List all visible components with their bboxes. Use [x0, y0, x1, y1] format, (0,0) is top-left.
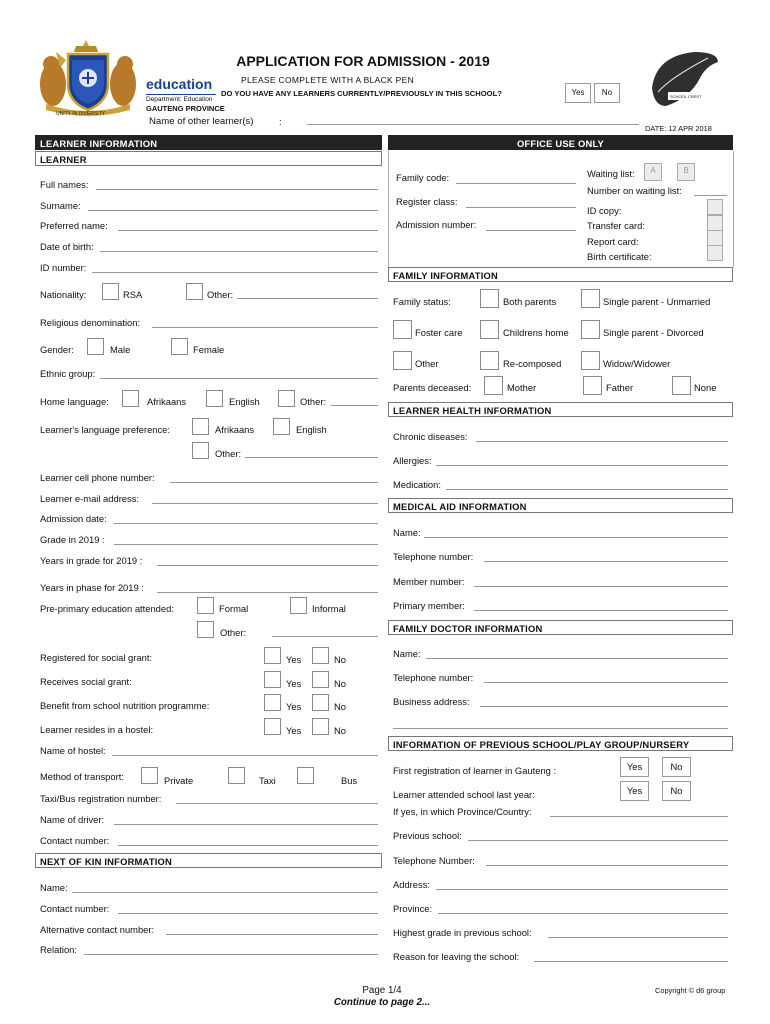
health-info-header: LEARNER HEALTH INFORMATION [388, 402, 733, 417]
pref-english-checkbox[interactable] [273, 418, 290, 435]
gender-label: Gender: [40, 344, 74, 355]
preferred-name-field[interactable] [118, 230, 378, 231]
prev-school-field[interactable] [468, 840, 728, 841]
home-afrikaans-label: Afrikaans [147, 396, 187, 407]
learner-info-header: LEARNER INFORMATION [35, 135, 382, 150]
ethnic-group-label: Ethnic group: [40, 368, 96, 379]
kin-alt-field[interactable] [166, 934, 378, 935]
receives-yes-checkbox[interactable] [264, 671, 281, 688]
hostel-no-label: No [334, 725, 346, 736]
doctor-name-field[interactable] [426, 658, 728, 659]
kin-relation-field[interactable] [84, 954, 378, 955]
formal-label: Formal [219, 603, 249, 614]
hostel-yes-checkbox[interactable] [264, 718, 281, 735]
hostel-name-label: Name of hostel: [40, 745, 106, 756]
receives-no-label: No [334, 678, 346, 689]
reg-number-field[interactable] [176, 803, 378, 804]
admission-number-field[interactable] [486, 230, 576, 231]
nutrition-no-label: No [334, 701, 346, 712]
transport-label: Method of transport: [40, 771, 124, 782]
first-reg-no-box[interactable]: No [662, 757, 691, 777]
sibling-question: DO YOU HAVE ANY LEARNERS CURRENTLY/PREVIOUSLY IN THIS SCHOOL? [221, 89, 502, 98]
pref-language-label: Learner's language preference: [40, 424, 171, 435]
pref-other-checkbox[interactable] [192, 442, 209, 459]
transfer-card-checkbox[interactable] [707, 215, 723, 231]
kin-contact-label: Contact number: [40, 903, 110, 914]
informal-label: Informal [312, 603, 346, 614]
religion-field[interactable] [152, 327, 378, 328]
form-title: APPLICATION FOR ADMISSION - 2019 [236, 53, 490, 69]
register-class-label: Register class: [396, 196, 458, 207]
recomposed-label: Re-composed [503, 358, 562, 369]
pref-afrikaans-checkbox[interactable] [192, 418, 209, 435]
badge-caption: SCHOOL CREST [670, 94, 702, 99]
family-status-label: Family status: [393, 296, 451, 307]
grade-field[interactable] [114, 544, 378, 545]
deceased-mother-checkbox[interactable] [484, 376, 503, 395]
home-other-checkbox[interactable] [278, 390, 295, 407]
brand-department: Department: Education [146, 96, 213, 103]
medical-aid-header: MEDICAL AID INFORMATION [388, 498, 733, 513]
female-label: Female [193, 344, 225, 355]
ethnic-group-field[interactable] [100, 378, 378, 379]
widow-label: Widow/Widower [603, 358, 671, 369]
report-card-checkbox[interactable] [707, 230, 723, 246]
nationality-other-checkbox[interactable] [186, 283, 203, 300]
rsa-label: RSA [123, 289, 143, 300]
single-unmarried-label: Single parent - Unmarried [603, 296, 711, 307]
province-country-field[interactable] [550, 816, 728, 817]
allergies-label: Allergies: [393, 455, 432, 466]
num-waiting-label: Number on waiting list: [587, 185, 682, 196]
childrens-home-checkbox[interactable] [480, 320, 499, 339]
doctor-tel-field[interactable] [484, 682, 728, 683]
nationality-other-label: Other: [207, 289, 234, 300]
highest-grade-label: Highest grade in previous school: [393, 927, 532, 938]
waiting-b-box[interactable]: B [677, 163, 695, 181]
home-afrikaans-checkbox[interactable] [122, 390, 139, 407]
member-number-label: Member number: [393, 576, 465, 587]
report-card-label: Report card: [587, 236, 639, 247]
single-divorced-label: Single parent - Divorced [603, 327, 704, 338]
cell-field[interactable] [170, 482, 378, 483]
business-address-label: Business address: [393, 696, 470, 707]
private-label: Private [164, 775, 194, 786]
childrens-home-label: Childrens home [503, 327, 569, 338]
kin-relation-label: Relation: [40, 944, 78, 955]
widow-checkbox[interactable] [581, 351, 600, 370]
full-names-field[interactable] [96, 189, 378, 190]
kin-contact-field[interactable] [118, 913, 378, 914]
years-phase-field[interactable] [157, 592, 378, 593]
years-grade-label: Years in grade for 2019 : [40, 555, 143, 566]
email-label: Learner e-mail address: [40, 493, 140, 504]
grade-label: Grade in 2019 : [40, 534, 105, 545]
next-of-kin-header: NEXT OF KIN INFORMATION [35, 853, 382, 868]
home-other-field[interactable] [331, 405, 378, 406]
waiting-a-box[interactable]: A [644, 163, 662, 181]
preferred-name-label: Preferred name: [40, 220, 108, 231]
id-number-field[interactable] [92, 272, 378, 273]
doctor-tel-label: Telephone number: [393, 672, 474, 683]
family-other-checkbox[interactable] [393, 351, 412, 370]
both-parents-checkbox[interactable] [480, 289, 499, 308]
social-no-checkbox[interactable] [312, 647, 329, 664]
cell-label: Learner cell phone number: [40, 472, 155, 483]
preprimary-informal-checkbox[interactable] [290, 597, 307, 614]
chronic-label: Chronic diseases: [393, 431, 468, 442]
prev-school-label: Previous school: [393, 830, 462, 841]
register-class-field[interactable] [466, 207, 576, 208]
continue-note: Continue to page 2... [333, 997, 431, 1008]
transport-taxi-checkbox[interactable] [228, 767, 245, 784]
receives-no-checkbox[interactable] [312, 671, 329, 688]
deceased-none-checkbox[interactable] [672, 376, 691, 395]
first-registration-label: First registration of learner in Gauteng : [393, 765, 557, 776]
home-english-label: English [229, 396, 260, 407]
num-waiting-field[interactable] [694, 195, 727, 196]
brand-name: education [146, 76, 213, 92]
pref-afrikaans-label: Afrikaans [215, 424, 255, 435]
transfer-card-label: Transfer card: [587, 220, 646, 231]
religion-label: Religious denomination: [40, 317, 141, 328]
family-code-label: Family code: [396, 172, 450, 183]
preprimary-other-field[interactable] [272, 636, 378, 637]
social-yes-checkbox[interactable] [264, 647, 281, 664]
pen-instruction: PLEASE COMPLETE WITH A BLACK PEN [241, 75, 415, 85]
kin-alt-label: Alternative contact number: [40, 924, 155, 935]
prev-address-field[interactable] [436, 889, 728, 890]
id-copy-checkbox[interactable] [707, 199, 723, 215]
province-country-label: If yes, in which Province/Country: [393, 806, 532, 817]
id-number-label: ID number: [40, 262, 87, 273]
parents-deceased-label: Parents deceased: [393, 382, 472, 393]
dob-label: Date of birth: [40, 241, 94, 252]
school-badge-logo [646, 48, 722, 112]
gender-male-checkbox[interactable] [87, 338, 104, 355]
other-learner-colon: : [279, 116, 282, 127]
transport-bus-checkbox[interactable] [297, 767, 314, 784]
leaving-reason-field[interactable] [534, 961, 728, 962]
medical-tel-label: Telephone number: [393, 551, 474, 562]
waiting-list-label: Waiting list: [587, 168, 635, 179]
admission-date-label: Admission date: [40, 513, 107, 524]
pref-other-field[interactable] [245, 457, 378, 458]
kin-name-label: Name: [40, 882, 68, 893]
kin-name-field[interactable] [72, 892, 378, 893]
single-unmarried-checkbox[interactable] [581, 289, 600, 308]
medication-label: Medication: [393, 479, 441, 490]
leaving-reason-label: Reason for leaving the school: [393, 951, 520, 962]
single-divorced-checkbox[interactable] [581, 320, 600, 339]
social-yes-label: Yes [286, 654, 302, 665]
admission-date-field[interactable] [114, 523, 378, 524]
deceased-father-checkbox[interactable] [583, 376, 602, 395]
contact-number-field[interactable] [118, 845, 378, 846]
sibling-yes-box[interactable]: Yes [565, 83, 591, 103]
full-names-label: Full names: [40, 179, 89, 190]
business-address-field[interactable] [480, 706, 728, 707]
gauteng-crest-logo [36, 38, 140, 122]
attended-yes-box[interactable]: Yes [620, 781, 649, 801]
driver-label: Name of driver: [40, 814, 105, 825]
surname-field[interactable] [88, 210, 378, 211]
hostel-yes-label: Yes [286, 725, 302, 736]
nutrition-no-checkbox[interactable] [312, 694, 329, 711]
prev-province-field[interactable] [438, 913, 728, 914]
office-use-right-border [733, 151, 734, 267]
nationality-rsa-checkbox[interactable] [102, 283, 119, 300]
years-phase-label: Years in phase for 2019 : [40, 582, 144, 593]
medical-name-label: Name: [393, 527, 421, 538]
male-label: Male [110, 344, 131, 355]
transport-private-checkbox[interactable] [141, 767, 158, 784]
family-code-field[interactable] [456, 183, 576, 184]
mother-label: Mother [507, 382, 537, 393]
medical-name-field[interactable] [424, 537, 728, 538]
social-no-label: No [334, 654, 346, 665]
nationality-other-field[interactable] [237, 298, 378, 299]
gender-female-checkbox[interactable] [171, 338, 188, 355]
recomposed-checkbox[interactable] [480, 351, 499, 370]
id-copy-label: ID copy: [587, 205, 622, 216]
nationality-label: Nationality: [40, 289, 87, 300]
prev-address-label: Address: [393, 879, 430, 890]
preprimary-other-label: Other: [220, 627, 247, 638]
none-label: None [694, 382, 717, 393]
preprimary-formal-checkbox[interactable] [197, 597, 214, 614]
previous-school-header: INFORMATION OF PREVIOUS SCHOOL/PLAY GROUP/NURSERY [388, 736, 733, 751]
hostel-name-field[interactable] [112, 755, 378, 756]
home-english-checkbox[interactable] [206, 390, 223, 407]
office-use-header: OFFICE USE ONLY [388, 135, 733, 150]
surname-label: Surname: [40, 200, 81, 211]
first-reg-yes-box[interactable]: Yes [620, 757, 649, 777]
family-doctor-header: FAMILY DOCTOR INFORMATION [388, 620, 733, 635]
family-other-label: Other [415, 358, 439, 369]
office-use-left-border [388, 151, 389, 267]
page-number: Page 1/4 [362, 985, 402, 996]
father-label: Father [606, 382, 634, 393]
home-language-label: Home language: [40, 396, 109, 407]
form-date: DATE: 12 APR 2018 [645, 124, 712, 133]
contact-number-label: Contact number: [40, 835, 110, 846]
bus-label: Bus [341, 775, 358, 786]
both-parents-label: Both parents [503, 296, 557, 307]
email-field[interactable] [152, 503, 378, 504]
taxi-label: Taxi [259, 775, 276, 786]
nutrition-yes-label: Yes [286, 701, 302, 712]
years-grade-field[interactable] [157, 565, 378, 566]
reg-number-label: Taxi/Bus registration number: [40, 793, 162, 804]
brand-province: GAUTENG PROVINCE [146, 104, 225, 113]
hostel-no-checkbox[interactable] [312, 718, 329, 735]
receives-yes-label: Yes [286, 678, 302, 689]
admission-number-label: Admission number: [396, 219, 477, 230]
pref-other-label: Other: [215, 448, 242, 459]
business-address-field-2[interactable] [393, 728, 728, 729]
preprimary-label: Pre-primary education attended: [40, 603, 174, 614]
member-number-field[interactable] [474, 586, 728, 587]
chronic-field[interactable] [476, 441, 728, 442]
other-learner-label: Name of other learner(s) [149, 116, 254, 127]
allergies-field[interactable] [436, 465, 728, 466]
copyright: Copyright © d6 group [655, 986, 726, 995]
dob-field[interactable] [100, 251, 378, 252]
learner-subheader: LEARNER [35, 151, 382, 166]
attended-no-box[interactable]: No [662, 781, 691, 801]
primary-member-field[interactable] [474, 610, 728, 611]
receives-grant-label: Receives social grant: [40, 676, 132, 687]
foster-care-label: Foster care [415, 327, 463, 338]
medication-field[interactable] [446, 489, 728, 490]
home-other-label: Other: [300, 396, 327, 407]
pref-english-label: English [296, 424, 327, 435]
nutrition-label: Benefit from school nutrition programme: [40, 700, 210, 711]
attended-last-year-label: Learner attended school last year: [393, 789, 535, 800]
primary-member-label: Primary member: [393, 600, 465, 611]
crest-motto: UNITY IN DIVERSITY [56, 111, 106, 117]
prev-province-label: Province: [393, 903, 433, 914]
preprimary-other-checkbox[interactable] [197, 621, 214, 638]
prev-tel-field[interactable] [486, 865, 728, 866]
prev-tel-label: Telephone Number: [393, 855, 475, 866]
birth-cert-label: Birth certificate: [587, 251, 652, 262]
other-learner-field[interactable] [307, 124, 639, 125]
foster-care-checkbox[interactable] [393, 320, 412, 339]
doctor-name-label: Name: [393, 648, 421, 659]
highest-grade-field[interactable] [548, 937, 728, 938]
driver-field[interactable] [114, 824, 378, 825]
hostel-label: Learner resides in a hostel: [40, 724, 154, 735]
family-info-header: FAMILY INFORMATION [388, 267, 733, 282]
nutrition-yes-checkbox[interactable] [264, 694, 281, 711]
sibling-no-box[interactable]: No [594, 83, 620, 103]
social-grant-label: Registered for social grant: [40, 652, 153, 663]
birth-cert-checkbox[interactable] [707, 245, 723, 261]
brand-divider [146, 94, 216, 95]
medical-tel-field[interactable] [484, 561, 728, 562]
